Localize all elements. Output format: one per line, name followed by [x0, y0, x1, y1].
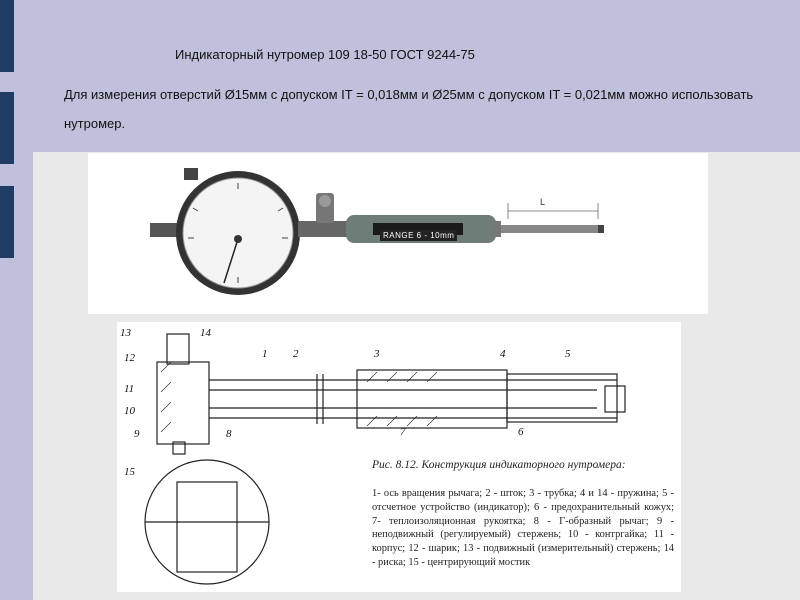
decor-bar	[0, 0, 14, 72]
part-label: 8	[226, 428, 232, 440]
part-label: 9	[134, 428, 140, 440]
dimension-label: L	[540, 197, 546, 207]
part-label: 7	[400, 426, 406, 438]
figure-caption-text: 1- ось вращения рычага; 2 - шток; 3 - трубка; 4 и 14 - пружина; 5 - отсчетное устройство (индикатор); 6 - предохранительный кожух; 7- теплоизоляционная рукоятка; 8 - Г-образный рычаг; 9 - неподвижный (регулируемый) стержень; 10 - контргайка; 11 - корпус; 12 - шарик; 13 - подвижный (измерительный) стержень; 14 - риска; 15 - центрирующий мостик	[372, 488, 674, 568]
range-label: RANGE 6 - 10mm	[380, 230, 457, 241]
part-label: 6	[518, 426, 524, 438]
part-label: 4	[500, 348, 506, 360]
slide-paragraph: Для измерения отверстий Ø15мм с допуском IT = 0,018мм и Ø25мм с допуском IT = 0,021мм можно использовать нутромер.	[64, 87, 754, 131]
part-label: 15	[124, 466, 135, 478]
part-label: 5	[565, 348, 571, 360]
part-label: 1	[262, 348, 268, 360]
part-label: 2	[293, 348, 299, 360]
part-label: 13	[120, 327, 131, 339]
figure-caption-title: Рис. 8.12. Конструкция индикаторного нутромера:	[372, 459, 626, 471]
slide-title: Индикаторный нутромер 109 18-50 ГОСТ 9244-75	[175, 47, 475, 62]
part-label: 12	[124, 352, 135, 364]
part-label: 14	[200, 327, 211, 339]
decor-bar	[0, 92, 14, 164]
decor-bar	[0, 186, 14, 258]
part-label: 3	[374, 348, 380, 360]
part-label: 10	[124, 405, 135, 417]
part-label: 11	[124, 383, 135, 395]
